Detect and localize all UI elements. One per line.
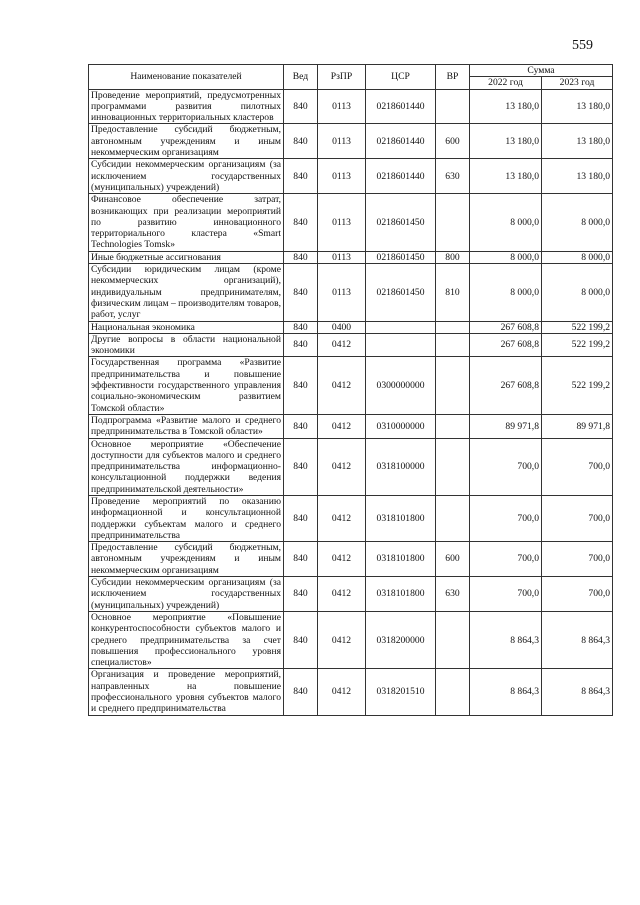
cell-sum-2023: 8 000,0	[542, 264, 613, 321]
cell-rzpr: 0113	[318, 159, 366, 194]
cell-sum-2022: 700,0	[470, 577, 542, 612]
cell-rzpr: 0412	[318, 611, 366, 668]
cell-sum-2022: 8 000,0	[470, 264, 542, 321]
cell-ved: 840	[284, 333, 318, 357]
cell-name: Организация и проведение мероприятий, направленных на повышение профессионального уровня субъектов малого и среднего предпринимательства	[89, 669, 284, 715]
cell-sum-2023: 13 180,0	[542, 124, 613, 159]
cell-name: Проведение мероприятий, предусмотренных программами развития пилотных инновационных территориальных кластеров	[89, 89, 284, 124]
cell-csr: 0300000000	[366, 357, 436, 414]
cell-name: Предоставление субсидий бюджетным, автономным учреждениям и иным некоммерческим организациям	[89, 542, 284, 577]
cell-sum-2022: 700,0	[470, 542, 542, 577]
cell-ved: 840	[284, 495, 318, 541]
cell-sum-2023: 13 180,0	[542, 159, 613, 194]
cell-ved: 840	[284, 124, 318, 159]
cell-rzpr: 0412	[318, 542, 366, 577]
cell-ved: 840	[284, 611, 318, 668]
cell-rzpr: 0412	[318, 577, 366, 612]
cell-vr	[436, 321, 470, 333]
cell-vr: 600	[436, 124, 470, 159]
header-ved: Вед	[284, 65, 318, 90]
cell-csr: 0218601450	[366, 251, 436, 263]
table-row	[89, 124, 613, 159]
header-sum: Сумма	[470, 65, 613, 77]
cell-ved: 840	[284, 89, 318, 124]
cell-csr: 0318100000	[366, 438, 436, 495]
cell-csr	[366, 321, 436, 333]
cell-sum-2022: 8 864,3	[470, 669, 542, 715]
cell-sum-2022: 13 180,0	[470, 89, 542, 124]
cell-rzpr: 0412	[318, 669, 366, 715]
table-row	[89, 542, 613, 577]
cell-name: Основное мероприятие «Повышение конкурентоспособности субъектов малого и среднего предпринимательства за счет повышения профессионального уровня специалистов»	[89, 611, 284, 668]
cell-name: Иные бюджетные ассигнования	[89, 251, 284, 263]
cell-sum-2023: 700,0	[542, 542, 613, 577]
cell-csr: 0318101800	[366, 577, 436, 612]
cell-sum-2022: 8 864,3	[470, 611, 542, 668]
cell-sum-2022: 267 608,8	[470, 321, 542, 333]
cell-name: Государственная программа «Развитие предпринимательства и повышение эффективности государственного управления социально-экономическим развитием Томской области»	[89, 357, 284, 414]
header-name: Наименование показателей	[89, 65, 284, 90]
cell-ved: 840	[284, 357, 318, 414]
header-vr: ВР	[436, 65, 470, 90]
cell-rzpr: 0412	[318, 414, 366, 438]
cell-csr: 0318200000	[366, 611, 436, 668]
cell-sum-2023: 700,0	[542, 577, 613, 612]
cell-name: Другие вопросы в области национальной экономики	[89, 333, 284, 357]
cell-csr: 0218601440	[366, 159, 436, 194]
cell-vr	[436, 414, 470, 438]
table-row	[89, 357, 613, 414]
cell-sum-2023: 8 000,0	[542, 251, 613, 263]
table-row	[89, 194, 613, 251]
cell-csr: 0318101800	[366, 495, 436, 541]
cell-sum-2022: 8 000,0	[470, 194, 542, 251]
cell-ved: 840	[284, 251, 318, 263]
table-row	[89, 333, 613, 357]
cell-sum-2022: 89 971,8	[470, 414, 542, 438]
header-csr: ЦСР	[366, 65, 436, 90]
table-row	[89, 159, 613, 194]
table-row	[89, 251, 613, 263]
cell-sum-2023: 522 199,2	[542, 321, 613, 333]
cell-rzpr: 0412	[318, 357, 366, 414]
cell-vr: 630	[436, 577, 470, 612]
table-row	[89, 611, 613, 668]
cell-sum-2023: 700,0	[542, 495, 613, 541]
cell-name: Предоставление субсидий бюджетным, автономным учреждениям и иным некоммерческим организациям	[89, 124, 284, 159]
cell-sum-2022: 13 180,0	[470, 124, 542, 159]
cell-csr: 0310000000	[366, 414, 436, 438]
cell-vr	[436, 357, 470, 414]
cell-vr	[436, 438, 470, 495]
cell-vr: 630	[436, 159, 470, 194]
cell-vr: 810	[436, 264, 470, 321]
cell-csr	[366, 333, 436, 357]
cell-name: Подпрограмма «Развитие малого и среднего предпринимательства в Томской области»	[89, 414, 284, 438]
cell-sum-2022: 700,0	[470, 495, 542, 541]
cell-sum-2023: 8 864,3	[542, 611, 613, 668]
cell-ved: 840	[284, 159, 318, 194]
cell-name: Субсидии некоммерческим организациям (за исключением государственных (муниципальных) учреждений)	[89, 577, 284, 612]
cell-name: Национальная экономика	[89, 321, 284, 333]
table-row	[89, 321, 613, 333]
cell-ved: 840	[284, 264, 318, 321]
cell-sum-2022: 700,0	[470, 438, 542, 495]
cell-sum-2022: 267 608,8	[470, 333, 542, 357]
cell-ved: 840	[284, 321, 318, 333]
cell-sum-2022: 267 608,8	[470, 357, 542, 414]
cell-rzpr: 0412	[318, 438, 366, 495]
cell-ved: 840	[284, 194, 318, 251]
cell-vr: 600	[436, 542, 470, 577]
cell-rzpr: 0113	[318, 89, 366, 124]
page-number: 559	[572, 38, 593, 53]
cell-csr: 0318201510	[366, 669, 436, 715]
cell-ved: 840	[284, 414, 318, 438]
cell-name: Финансовое обеспечение затрат, возникающих при реализации мероприятий по развитию инновационного территориального кластера «Smart Technologies Tomsk»	[89, 194, 284, 251]
cell-name: Проведение мероприятий по оказанию информационной и консультационной поддержки субъектам малого и среднего предпринимательства	[89, 495, 284, 541]
cell-name: Субсидии некоммерческим организациям (за исключением государственных (муниципальных) учреждений)	[89, 159, 284, 194]
cell-rzpr: 0412	[318, 333, 366, 357]
cell-csr: 0218601440	[366, 89, 436, 124]
cell-vr: 800	[436, 251, 470, 263]
cell-rzpr: 0113	[318, 124, 366, 159]
budget-table	[88, 64, 613, 716]
cell-name: Основное мероприятие «Обеспечение доступности для субъектов малого и среднего предпринимательства информационно-консультационной поддержки ведения предпринимательской деятельности»	[89, 438, 284, 495]
cell-vr	[436, 333, 470, 357]
cell-sum-2023: 522 199,2	[542, 357, 613, 414]
cell-name: Субсидии юридическим лицам (кроме некоммерческих организаций), индивидуальным предпринимателям, физическим лицам – производителям товаров, работ, услуг	[89, 264, 284, 321]
cell-sum-2022: 8 000,0	[470, 251, 542, 263]
cell-csr: 0218601440	[366, 124, 436, 159]
table-header-row	[89, 65, 613, 77]
table-row	[89, 438, 613, 495]
cell-rzpr: 0113	[318, 194, 366, 251]
cell-ved: 840	[284, 438, 318, 495]
cell-vr	[436, 669, 470, 715]
cell-ved: 840	[284, 577, 318, 612]
table-row	[89, 89, 613, 124]
cell-csr: 0218601450	[366, 194, 436, 251]
cell-sum-2023: 13 180,0	[542, 89, 613, 124]
cell-ved: 840	[284, 669, 318, 715]
table-row	[89, 264, 613, 321]
cell-sum-2023: 700,0	[542, 438, 613, 495]
cell-sum-2023: 522 199,2	[542, 333, 613, 357]
cell-rzpr: 0113	[318, 264, 366, 321]
cell-csr: 0218601450	[366, 264, 436, 321]
cell-sum-2022: 13 180,0	[470, 159, 542, 194]
cell-rzpr: 0113	[318, 251, 366, 263]
cell-vr	[436, 611, 470, 668]
cell-sum-2023: 8 864,3	[542, 669, 613, 715]
table-row	[89, 414, 613, 438]
table-body	[89, 89, 613, 715]
cell-vr	[436, 89, 470, 124]
header-year-2023: 2023 год	[542, 77, 613, 89]
cell-vr	[436, 495, 470, 541]
table-row	[89, 669, 613, 715]
table-row	[89, 495, 613, 541]
cell-vr	[436, 194, 470, 251]
cell-ved: 840	[284, 542, 318, 577]
cell-csr: 0318101800	[366, 542, 436, 577]
table-row	[89, 577, 613, 612]
cell-sum-2023: 89 971,8	[542, 414, 613, 438]
header-rzpr: РзПР	[318, 65, 366, 90]
cell-rzpr: 0412	[318, 495, 366, 541]
header-year-2022: 2022 год	[470, 77, 542, 89]
cell-rzpr: 0400	[318, 321, 366, 333]
cell-sum-2023: 8 000,0	[542, 194, 613, 251]
